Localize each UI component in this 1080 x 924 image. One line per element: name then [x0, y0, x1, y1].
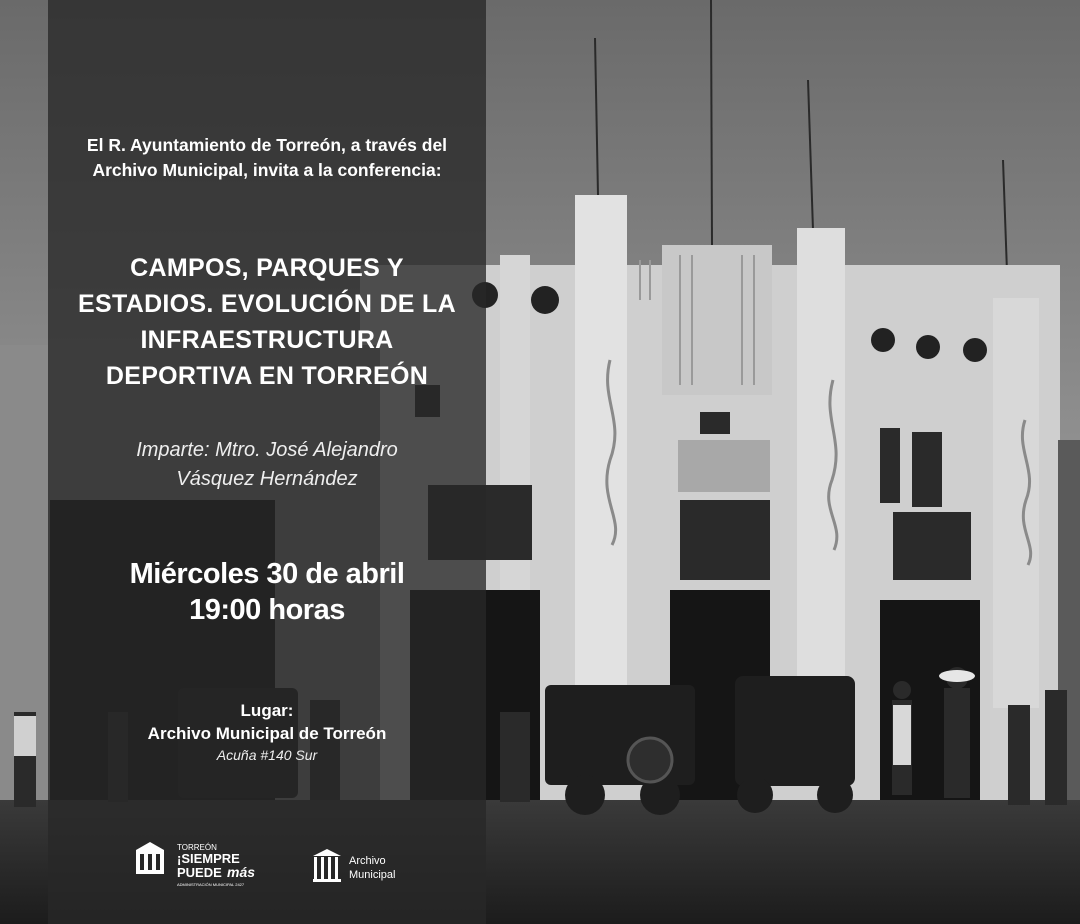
event-date: Miércoles 30 de abril — [129, 558, 405, 590]
intro-line-2: Archivo Municipal, invita a la conferencia: — [92, 160, 442, 180]
title-line-3: INFRAESTRUCTURA — [140, 326, 394, 354]
intro-line-1: El R. Ayuntamiento de Torreón, a través del — [86, 135, 448, 155]
speaker-credit — [48, 436, 486, 494]
place-address: Acuña #140 Sur — [216, 747, 318, 763]
speaker-line-1: Imparte: Mtro. José Alejandro — [136, 439, 398, 461]
title-line-1: CAMPOS, PARQUES Y — [130, 254, 404, 282]
logo-mas-text: más — [227, 864, 256, 880]
logo-siempre-text: ¡SIEMPRE — [177, 851, 240, 866]
invitation-intro — [48, 133, 486, 183]
logo-municipal-text: Municipal — [349, 869, 396, 881]
place-label: Lugar: — [240, 701, 294, 720]
archivo-emblem-icon — [313, 849, 341, 882]
conference-title — [48, 250, 486, 394]
archivo-municipal-logo — [311, 848, 401, 884]
title-line-2: ESTADIOS. EVOLUCIÓN DE LA — [78, 290, 456, 318]
speaker-line-2: Vásquez Hernández — [176, 468, 358, 490]
event-time: 19:00 horas — [189, 594, 345, 626]
logo-torreon-text: TORREÓN — [177, 843, 217, 852]
logo-puede-text: PUEDE — [177, 865, 222, 880]
logo-archivo-text: Archivo — [349, 855, 386, 867]
torreon-emblem-icon — [136, 842, 164, 874]
place-name: Archivo Municipal de Torreón — [147, 724, 387, 743]
title-line-4: DEPORTIVA EN TORREÓN — [105, 362, 429, 390]
logo-admin-text: ADMINISTRACIÓN MUNICIPAL 2427 — [177, 882, 245, 887]
event-datetime — [48, 556, 486, 628]
torreon-siempre-puede-mas-logo — [135, 840, 285, 890]
